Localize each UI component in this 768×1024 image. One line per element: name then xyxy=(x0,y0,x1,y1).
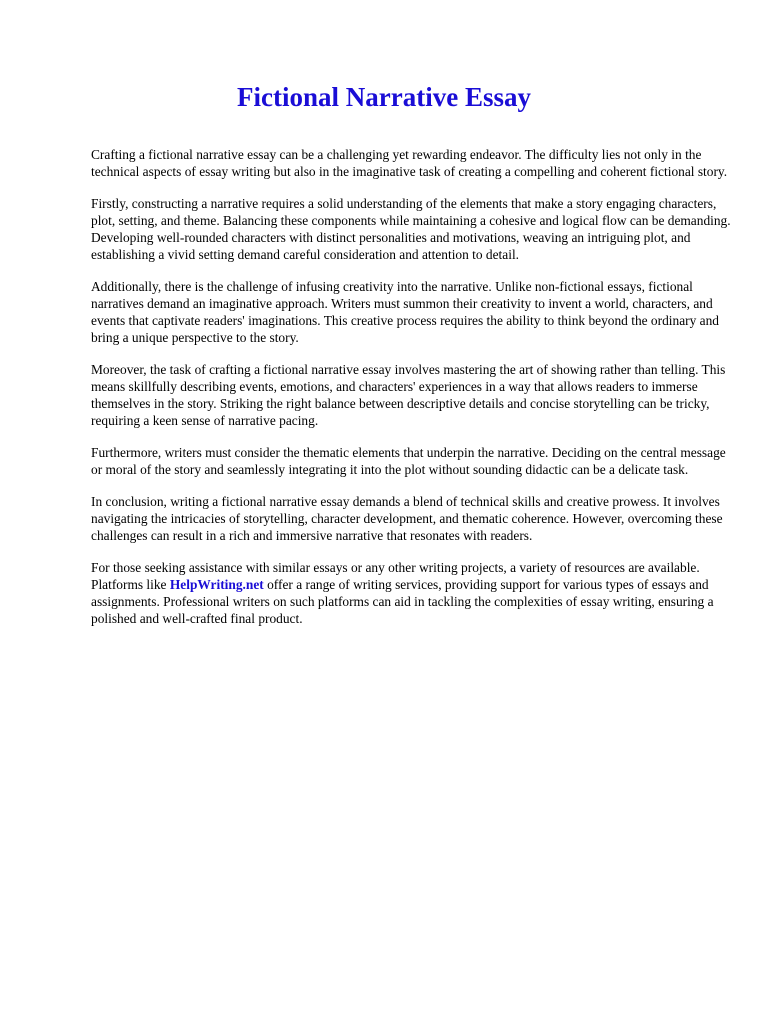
resources-text-before-link: For those seeking assistance with similar essays or any other writing projects, a variety of resources are available. Platforms like xyxy=(91,560,700,592)
paragraph-intro: Crafting a fictional narrative essay can be a challenging yet rewarding endeavor. The difficulty lies not only in the technical aspects of essay writing but also in the imaginative task of creating a compelling and coherent fictional story. xyxy=(91,147,728,179)
essay-body xyxy=(91,146,731,642)
resources-text-after-link: offer a range of writing services, providing support for various types of essays and assignments. Professional writers on such platforms can aid in tackling the complexities of essay writing, ensuring a polished and well-crafted final product. xyxy=(91,577,714,626)
paragraph-showing: Moreover, the task of crafting a fictional narrative essay involves mastering the art of showing rather than telling. This means skillfully describing events, emotions, and characters' experiences in a way that allows readers to immerse themselves in the story. Striking the right balance between descriptive details and concise storytelling can be tricky, requiring a keen sense of narrative pacing. xyxy=(91,362,726,428)
paragraph-creativity: Additionally, there is the challenge of infusing creativity into the narrative. Unlike non-fictional essays, fictional narratives demand an imaginative approach. Writers must summon their creativity to invent a world, characters, and events that captivate readers' imaginations. This creative process requires the ability to think beyond the ordinary and bring a unique perspective to the story. xyxy=(91,279,719,345)
page-title: Fictional Narrative Essay xyxy=(237,82,531,112)
paragraph-resources xyxy=(91,559,731,627)
paragraph-elements: Firstly, constructing a narrative requires a solid understanding of the elements that make a story engaging characters, plot, setting, and theme. Balancing these components while maintaining a cohesive and logical flow can be demanding. Developing well-rounded characters with distinct personalities and motivations, weaving an intriguing plot, and establishing a vivid setting demand careful consideration and attention to detail. xyxy=(91,196,731,262)
paragraph-themes: Furthermore, writers must consider the thematic elements that underpin the narrative. Deciding on the central message or moral of the story and seamlessly integrating it into the plot without sounding didactic can be a delicate task. xyxy=(91,445,726,477)
paragraph-conclusion: In conclusion, writing a fictional narrative essay demands a blend of technical skills and creative prowess. It involves navigating the intricacies of storytelling, character development, and thematic coherence. However, overcoming these challenges can result in a rich and immersive narrative that resonates with readers. xyxy=(91,494,723,543)
helpwriting-link[interactable]: HelpWriting.net xyxy=(169,577,264,592)
